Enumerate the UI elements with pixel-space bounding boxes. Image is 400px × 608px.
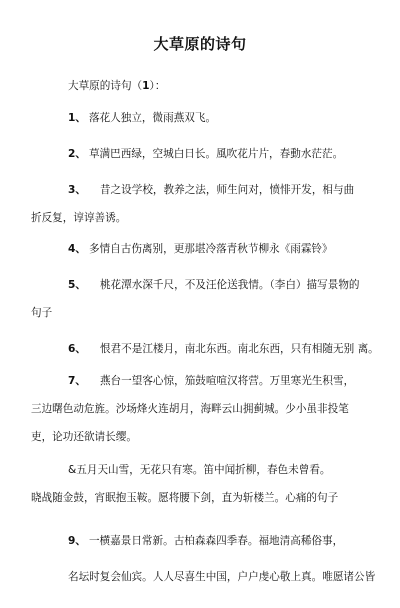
item-number: 9、 (68, 535, 86, 547)
item-number: 5、 (68, 279, 86, 291)
poem-line-2 (68, 147, 343, 161)
poem-line-6 (68, 342, 379, 356)
item-text: 桃花潭水深千尺，不及汪伦送我情。（李白）描写景物的 (99, 279, 360, 291)
item-text: 昔之设学校，教养之法，师生问对，愤悱开发，相与曲 (99, 184, 355, 196)
item-number: 7、 (68, 375, 86, 387)
item-number: 2、 (68, 148, 86, 160)
item-number: 6、 (68, 343, 86, 355)
poem-line-3-cont: 折反复，谆谆善诱。 (31, 212, 127, 224)
item-number: 4、 (68, 243, 86, 255)
poem-line-9-cont: 名坛时复会仙宾。人人尽喜生中国，户户虔心敬上真。唯愿诸公皆 (68, 571, 376, 583)
item-text: 多情自古伤离别，更那堪冷落青秋节柳永《雨霖铃》 (88, 243, 333, 255)
page-title: 大草原的诗句 (153, 35, 247, 53)
poem-line-7-cont: 三边曙色动危旌。沙场烽火连胡月，海畔云山拥蓟城。少小虽非投笔 (31, 403, 349, 415)
item-text: 草满巴西绿，空城白日长。風吹花片片，春動水茫茫。 (88, 148, 344, 160)
poem-line-5-cont: 句子 (31, 307, 53, 319)
subtitle-number: 1 (142, 80, 150, 92)
subtitle (68, 79, 165, 93)
item-number: 3、 (68, 184, 86, 196)
subtitle-prefix: 大草原的诗句（ (68, 80, 143, 92)
poem-line-4 (68, 242, 333, 256)
poem-line-1 (68, 111, 216, 125)
item-text: 恨君不是江楼月，南北东西。南北东西，只有相随无别 离。 (99, 343, 379, 355)
item-text: 落花人独立，微雨燕双飞。 (88, 112, 217, 124)
poem-line-3 (68, 183, 354, 197)
poem-line-8: &五月天山雪，无花只有寒。笛中闻折柳，春色未曾看。 (68, 464, 331, 476)
poem-line-9 (68, 534, 343, 548)
item-text: 燕台一望客心惊，笳鼓喧喧汉将营。万里寒光生积雪， (99, 375, 355, 387)
poem-line-7 (68, 374, 354, 388)
subtitle-suffix: ）： (149, 80, 166, 92)
poem-line-8-cont: 晓战随金鼓，宵眠抱玉鞍。愿将腰下剑，直为斩楼兰。心痛的句子 (31, 492, 339, 504)
item-number: 1、 (68, 112, 86, 124)
poem-line-5 (68, 278, 360, 292)
item-text: 一横嘉景日常新。古柏森森四季春。福地清高稀俗事， (88, 535, 344, 547)
poem-line-7-cont2: 吏，论功还欲请长缨。 (31, 431, 137, 443)
